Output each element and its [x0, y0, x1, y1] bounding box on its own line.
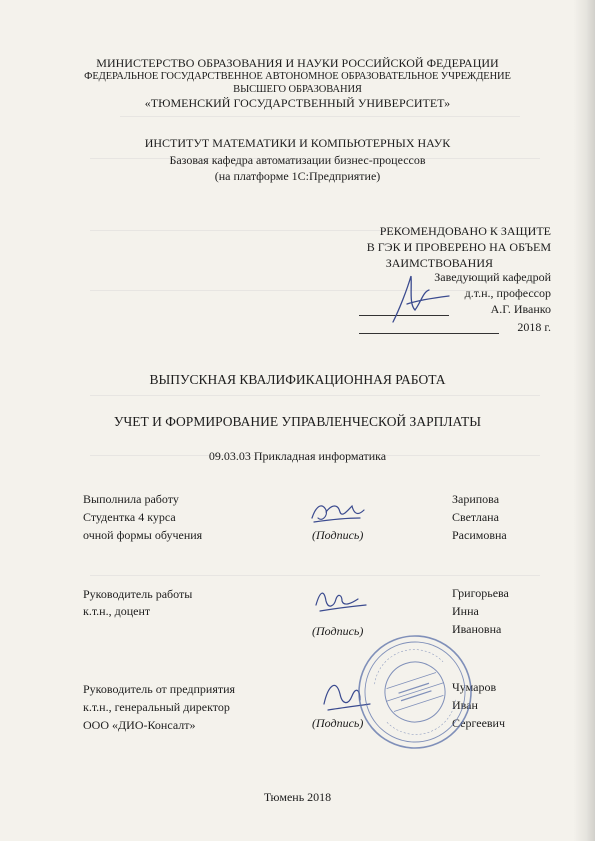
- institution-type-line2: ВЫСШЕГО ОБРАЗОВАНИЯ: [233, 84, 362, 95]
- student-first-name: Светлана: [452, 510, 499, 524]
- department-name: Базовая кафедра автоматизации бизнес-процессов: [169, 153, 426, 167]
- student-role-line3: очной формы обучения: [83, 528, 203, 542]
- institute-name: ИНСТИТУТ МАТЕМАТИКИ И КОМПЬЮТЕРНЫХ НАУК: [144, 136, 451, 150]
- approval-role: Заведующий кафедрой: [434, 270, 551, 284]
- supervisor-first-name: Инна: [452, 604, 479, 618]
- student-sign-label: (Подпись): [312, 528, 364, 542]
- work-title: УЧЕТ И ФОРМИРОВАНИЕ УПРАВЛЕНЧЕСКОЙ ЗАРПЛАТЫ: [113, 414, 482, 429]
- student-patronymic: Расимовна: [452, 528, 507, 542]
- supervisor-sign-label: (Подпись): [312, 624, 364, 638]
- student-role-line2: Студентка 4 курса: [83, 510, 176, 524]
- company-head-role-line2: к.т.н., генеральный директор: [83, 700, 230, 714]
- student-role-line1: Выполнила работу: [83, 492, 179, 506]
- platform-note: (на платформе 1С:Предприятие): [214, 169, 381, 183]
- bleed-through-line: [120, 116, 520, 117]
- supervisor-surname: Григорьева: [452, 586, 509, 600]
- approval-name: А.Г. Иванко: [490, 302, 551, 316]
- supervisor-role-line2: к.т.н., доцент: [83, 604, 151, 618]
- supervisor-patronymic: Ивановна: [452, 622, 502, 636]
- university-name: «ТЮМЕНСКИЙ ГОСУДАРСТВЕННЫЙ УНИВЕРСИТЕТ»: [144, 96, 451, 110]
- company-head-role-line1: Руководитель от предприятия: [83, 682, 236, 696]
- company-head-role-line3: ООО «ДИО-Консалт»: [83, 718, 196, 732]
- company-head-surname: Чумаров: [452, 680, 497, 694]
- student-signature: [308, 496, 368, 526]
- approval-line2: В ГЭК И ПРОВЕРЕНО НА ОБЪЕМ: [366, 240, 551, 254]
- city-year: Тюмень 2018: [263, 790, 332, 804]
- company-seal-stamp-icon: [355, 632, 475, 752]
- company-head-first-name: Иван: [452, 698, 478, 712]
- ministry-title: МИНИСТЕРСТВО ОБРАЗОВАНИЯ И НАУКИ РОССИЙСКОЙ ФЕДЕРАЦИИ: [96, 56, 499, 70]
- supervisor-role-line1: Руководитель работы: [83, 587, 193, 601]
- approval-date-line: [359, 333, 499, 334]
- approval-degree: д.т.н., профессор: [464, 286, 551, 300]
- approval-line3: ЗАИМСТВОВАНИЯ: [385, 256, 493, 270]
- company-head-sign-label: (Подпись): [312, 716, 364, 730]
- company-head-patronymic: Сергеевич: [452, 716, 506, 730]
- specialty: 09.03.03 Прикладная информатика: [208, 449, 387, 463]
- institution-type-line1: ФЕДЕРАЛЬНОЕ ГОСУДАРСТВЕННОЕ АВТОНОМНОЕ ОБРАЗОВАТЕЛЬНОЕ УЧРЕЖДЕНИЕ: [84, 71, 511, 82]
- supervisor-signature: [312, 585, 370, 615]
- bleed-through-line: [90, 575, 540, 576]
- work-type: ВЫПУСКНАЯ КВАЛИФИКАЦИОННАЯ РАБОТА: [149, 372, 446, 387]
- approval-line1: РЕКОМЕНДОВАНО К ЗАЩИТЕ: [379, 224, 551, 238]
- approval-year: 2018 г.: [517, 320, 551, 334]
- bleed-through-line: [90, 395, 540, 396]
- head-of-department-signature: [385, 270, 455, 326]
- student-surname: Зарипова: [452, 492, 500, 506]
